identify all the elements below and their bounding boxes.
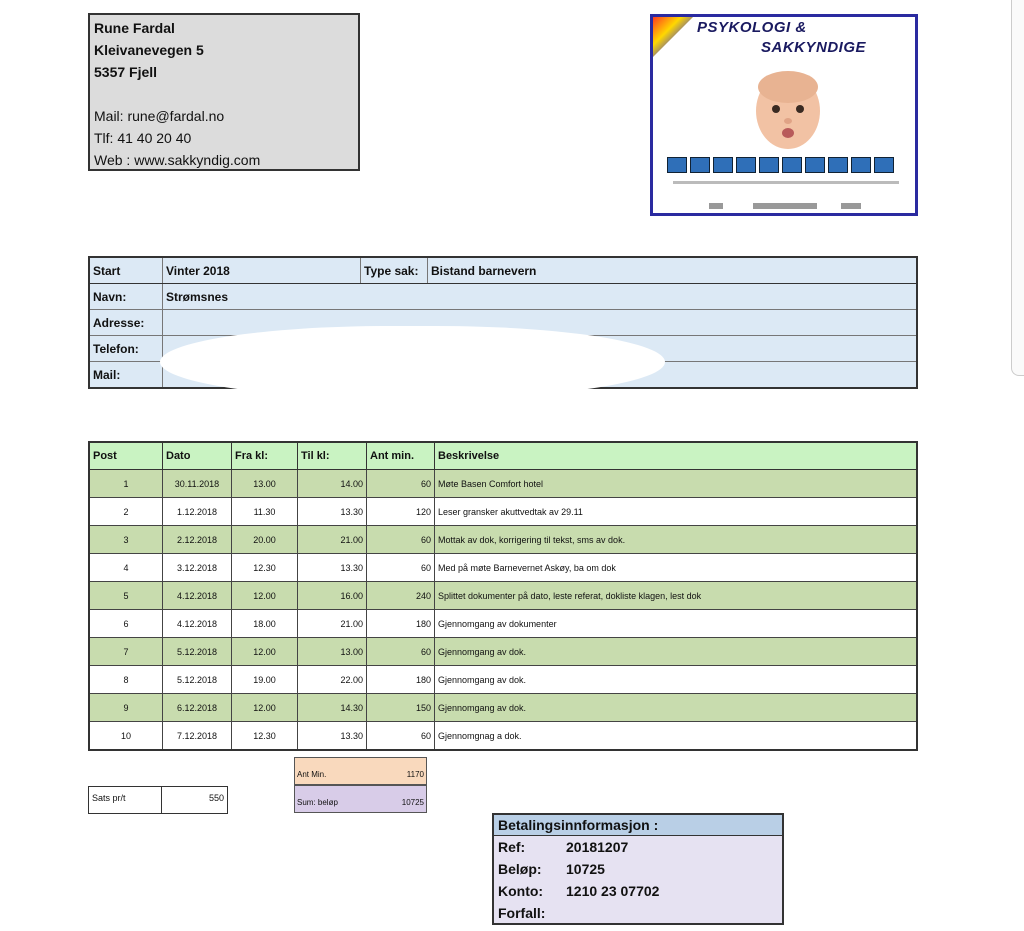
- cell-post: 4: [89, 554, 163, 582]
- col-dato: Dato: [163, 442, 232, 470]
- account-label: Konto:: [498, 883, 544, 899]
- cell-ant-min: 180: [367, 666, 435, 694]
- cell-fra: 20.00: [232, 526, 298, 554]
- cell-ant-min: 60: [367, 554, 435, 582]
- sender-mail: Mail: rune@fardal.no: [94, 108, 225, 124]
- logo-title-line2: SAKKYNDIGE: [761, 39, 867, 56]
- amount-value: 10725: [566, 861, 605, 877]
- ant-min-value: 1170: [406, 770, 424, 779]
- cell-ant-min: 60: [367, 638, 435, 666]
- cell-beskrivelse: Møte Basen Comfort hotel: [435, 470, 918, 498]
- phone-label: Telefon:: [89, 336, 163, 362]
- cell-beskrivelse: Gjennomgang av dok.: [435, 638, 918, 666]
- cell-beskrivelse: Splittet dokumenter på dato, leste referat, doklistе klagen, lest dok: [435, 582, 918, 610]
- sender-name: Rune Fardal: [94, 20, 175, 36]
- cell-post: 2: [89, 498, 163, 526]
- cell-fra: 13.00: [232, 470, 298, 498]
- hourly-rate-box: [88, 786, 228, 814]
- cell-til: 13.30: [298, 554, 367, 582]
- cell-fra: 19.00: [232, 666, 298, 694]
- table-row: [89, 666, 917, 694]
- cell-til: 21.00: [298, 526, 367, 554]
- mail-label: Mail:: [89, 362, 163, 389]
- cell-fra: 12.30: [232, 722, 298, 751]
- table-row: [89, 470, 917, 498]
- col-fra: Fra kl:: [232, 442, 298, 470]
- cell-beskrivelse: Gjennomgnag a dok.: [435, 722, 918, 751]
- payment-account-row: [494, 880, 782, 902]
- cell-dato: 7.12.2018: [163, 722, 232, 751]
- account-value: 1210 23 07702: [566, 883, 660, 899]
- cell-post: 1: [89, 470, 163, 498]
- time-log-table: [88, 441, 918, 751]
- ref-value: 20181207: [566, 839, 629, 855]
- cell-ant-min: 240: [367, 582, 435, 610]
- cell-beskrivelse: Med på møte Barnevernet Askøy, ba om dok: [435, 554, 918, 582]
- cell-dato: 4.12.2018: [163, 582, 232, 610]
- col-ant-min: Ant min.: [367, 442, 435, 470]
- cell-ant-min: 60: [367, 526, 435, 554]
- time-log-body: [89, 470, 917, 751]
- cell-post: 7: [89, 638, 163, 666]
- start-value: Vinter 2018: [163, 257, 361, 284]
- cell-dato: 3.12.2018: [163, 554, 232, 582]
- cell-post: 3: [89, 526, 163, 554]
- time-log-header-row: [89, 442, 917, 470]
- cell-til: 14.30: [298, 694, 367, 722]
- col-beskrivelse: Beskrivelse: [435, 442, 918, 470]
- sender-web: Web : www.sakkyndig.com: [94, 152, 261, 168]
- redaction-blob: [160, 326, 665, 398]
- due-label: Forfall:: [498, 905, 546, 921]
- cell-ant-min: 120: [367, 498, 435, 526]
- payment-info-box: [492, 813, 784, 925]
- name-label: Navn:: [89, 284, 163, 310]
- company-logo: [650, 14, 918, 216]
- cell-til: 13.00: [298, 638, 367, 666]
- viewer-scroll-edge[interactable]: [1011, 0, 1024, 376]
- cell-dato: 30.11.2018: [163, 470, 232, 498]
- cell-ant-min: 60: [367, 722, 435, 751]
- cell-dato: 6.12.2018: [163, 694, 232, 722]
- sum-amount-total: [294, 785, 427, 813]
- cell-beskrivelse: Gjennomgang av dok.: [435, 694, 918, 722]
- cell-fra: 12.00: [232, 694, 298, 722]
- sender-street: Kleivanevegen 5: [94, 42, 204, 58]
- cell-dato: 1.12.2018: [163, 498, 232, 526]
- table-row: [89, 722, 917, 751]
- cell-fra: 12.00: [232, 638, 298, 666]
- logo-color-wedge: [653, 17, 693, 57]
- cell-post: 6: [89, 610, 163, 638]
- payment-title: Betalingsinnformasjon :: [494, 815, 782, 836]
- payment-due-row: [494, 902, 782, 924]
- table-row: [89, 694, 917, 722]
- sender-city: 5357 Fjell: [94, 64, 158, 80]
- cell-til: 13.30: [298, 498, 367, 526]
- ant-min-total: [294, 757, 427, 785]
- cell-ant-min: 180: [367, 610, 435, 638]
- cell-beskrivelse: Gjennomgang av dok.: [435, 666, 918, 694]
- cell-til: 21.00: [298, 610, 367, 638]
- cell-fra: 18.00: [232, 610, 298, 638]
- cell-post: 10: [89, 722, 163, 751]
- cell-beskrivelse: Leser gransker akuttvedtak av 29.11: [435, 498, 918, 526]
- rate-label: Sats pr/t: [89, 787, 162, 813]
- cell-dato: 2.12.2018: [163, 526, 232, 554]
- cell-fra: 11.30: [232, 498, 298, 526]
- table-row: [89, 638, 917, 666]
- cell-dato: 4.12.2018: [163, 610, 232, 638]
- address-label: Adresse:: [89, 310, 163, 336]
- ref-label: Ref:: [498, 839, 526, 855]
- logo-fine-print: [673, 181, 899, 184]
- payment-ref-row: [494, 836, 782, 858]
- sum-label: Sum: beløp: [297, 798, 338, 807]
- cell-fra: 12.00: [232, 582, 298, 610]
- logo-icon-strip: [667, 157, 894, 173]
- ant-min-label: Ant Min.: [297, 770, 327, 779]
- cell-dato: 5.12.2018: [163, 638, 232, 666]
- case-row-name: [89, 284, 917, 310]
- cell-beskrivelse: Gjennomgang av dokumenter: [435, 610, 918, 638]
- col-post: Post: [89, 442, 163, 470]
- cell-til: 16.00: [298, 582, 367, 610]
- cell-til: 13.30: [298, 722, 367, 751]
- col-til: Til kl:: [298, 442, 367, 470]
- table-row: [89, 526, 917, 554]
- cell-til: 22.00: [298, 666, 367, 694]
- cell-fra: 12.30: [232, 554, 298, 582]
- cell-post: 8: [89, 666, 163, 694]
- cell-ant-min: 60: [367, 470, 435, 498]
- table-row: [89, 554, 917, 582]
- sender-address-block: [88, 13, 360, 171]
- payment-amount-row: [494, 858, 782, 880]
- cell-post: 5: [89, 582, 163, 610]
- sender-phone: Tlf: 41 40 20 40: [94, 130, 192, 146]
- cell-til: 14.00: [298, 470, 367, 498]
- rate-value: 550: [208, 793, 224, 803]
- cell-ant-min: 150: [367, 694, 435, 722]
- amount-label: Beløp:: [498, 861, 542, 877]
- cell-dato: 5.12.2018: [163, 666, 232, 694]
- type-label: Type sak:: [361, 257, 428, 284]
- table-row: [89, 610, 917, 638]
- logo-title-line1: PSYKOLOGI &: [697, 19, 807, 36]
- table-row: [89, 498, 917, 526]
- cell-beskrivelse: Mottak av dok, korrigering til tekst, sms av dok.: [435, 526, 918, 554]
- type-value: Bistand barnevern: [428, 257, 918, 284]
- table-row: [89, 582, 917, 610]
- case-row-start: [89, 257, 917, 284]
- start-label: Start: [89, 257, 163, 284]
- sum-value: 10725: [401, 798, 424, 807]
- cell-post: 9: [89, 694, 163, 722]
- name-value: Strømsnes: [163, 284, 918, 310]
- baby-face-icon: [749, 67, 827, 155]
